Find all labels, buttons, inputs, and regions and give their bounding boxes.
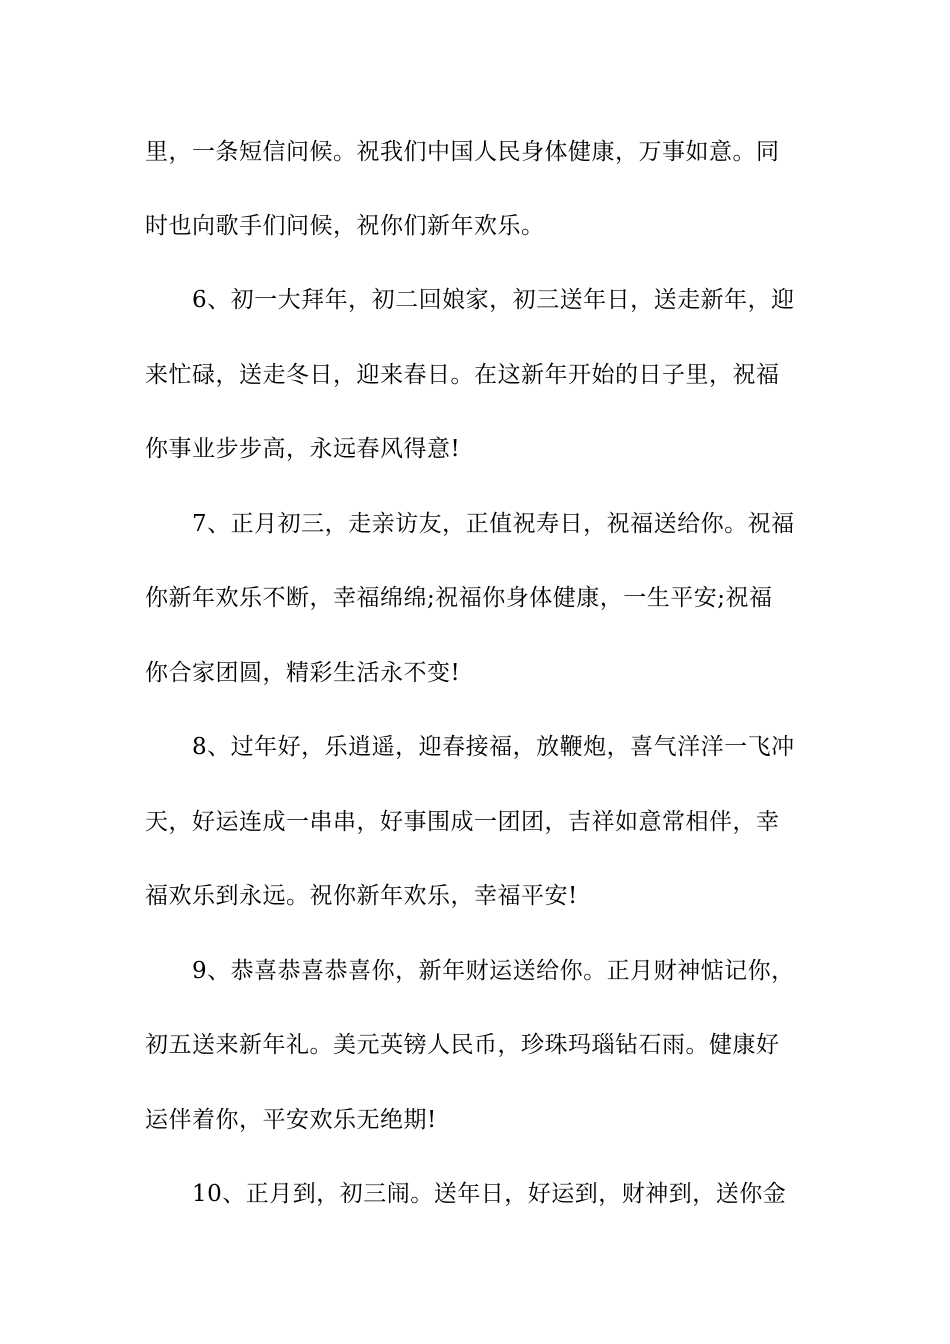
- text-line: 你事业步步高，永远春风得意!: [145, 436, 461, 462]
- text-line: 运伴着你，平安欢乐无绝期!: [145, 1107, 437, 1133]
- paragraph-start-9: 9、恭喜恭喜恭喜你，新年财运送给你。正月财神惦记你，: [192, 958, 795, 984]
- paragraph-start-10: 10、正月到，初三闹。送年日，好运到，财神到，送你金: [192, 1181, 787, 1207]
- text-line: 你新年欢乐不断，幸福绵绵;祝福你身体健康，一生平安;祝福: [145, 585, 773, 611]
- paragraph-start-7: 7、正月初三，走亲访友，正值祝寿日，祝福送给你。祝福: [192, 511, 795, 537]
- paragraph-start-8: 8、过年好，乐逍遥，迎春接福，放鞭炮，喜气洋洋一飞冲: [192, 734, 795, 760]
- text-line: 初五送来新年礼。美元英镑人民币，珍珠玛瑙钻石雨。健康好: [145, 1032, 780, 1058]
- text-line: 你合家团圆，精彩生活永不变!: [145, 660, 461, 686]
- text-line: 来忙碌，送走冬日，迎来春日。在这新年开始的日子里，祝福: [145, 362, 780, 388]
- text-line: 里，一条短信问候。祝我们中国人民身体健康，万事如意。同: [145, 139, 780, 165]
- text-line: 福欢乐到永远。祝你新年欢乐，幸福平安!: [145, 883, 578, 909]
- paragraph-start-6: 6、初一大拜年，初二回娘家，初三送年日，送走新年，迎: [192, 287, 795, 313]
- text-line: 天，好运连成一串串，好事围成一团团，吉祥如意常相伴，幸: [145, 809, 780, 835]
- text-line: 时也向歌手们问候，祝你们新年欢乐。: [145, 213, 545, 239]
